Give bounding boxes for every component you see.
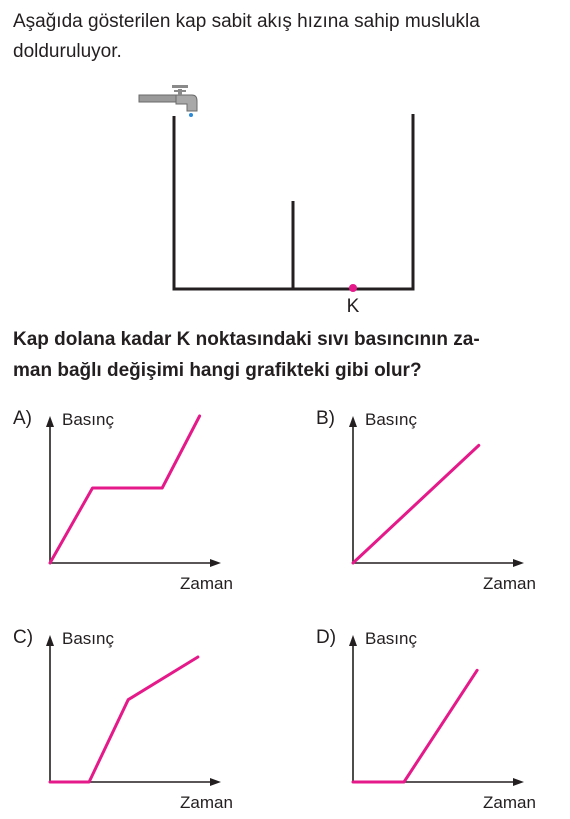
y-axis-arrow	[349, 416, 357, 427]
question-text	[13, 324, 563, 386]
faucet-icon	[139, 85, 197, 117]
y-axis-label: Basınç	[62, 629, 114, 648]
x-axis-arrow	[210, 559, 221, 567]
pressure-curve	[353, 445, 479, 563]
option-c[interactable]	[13, 627, 233, 812]
option-d[interactable]	[316, 627, 536, 812]
y-axis-arrow	[349, 635, 357, 646]
pressure-curve	[353, 670, 477, 782]
y-axis-label: Basınç	[62, 410, 114, 429]
pressure-curve	[50, 657, 198, 782]
intro-line-1: Aşağıda gösterilen kap sabit akış hızına sahip muslukla	[13, 11, 480, 32]
option-label: B)	[316, 408, 335, 429]
option-label: D)	[316, 627, 337, 648]
y-axis-arrow	[46, 416, 54, 427]
x-axis-label: Zaman	[180, 574, 233, 593]
y-axis-label: Basınç	[365, 629, 417, 648]
y-axis-label: Basınç	[365, 410, 417, 429]
question-line-2: man bağlı değişimi hangi grafikteki gibi olur?	[13, 360, 422, 381]
pressure-curve	[50, 416, 200, 563]
point-k-label: K	[346, 296, 360, 317]
question-line-1: Kap dolana kadar K noktasındaki sıvı basıncının za-	[13, 329, 480, 350]
intro-line-2: dolduruluyor.	[13, 41, 122, 62]
option-label: A)	[13, 408, 32, 429]
x-axis-label: Zaman	[483, 574, 536, 593]
container-vessel	[174, 114, 413, 289]
x-axis-label: Zaman	[180, 793, 233, 812]
point-k-marker	[349, 284, 357, 292]
x-axis-arrow	[513, 559, 524, 567]
x-axis-arrow	[513, 778, 524, 786]
y-axis-arrow	[46, 635, 54, 646]
option-a[interactable]	[13, 408, 233, 593]
option-b[interactable]	[316, 408, 536, 593]
x-axis-label: Zaman	[483, 793, 536, 812]
option-label: C)	[13, 627, 34, 648]
x-axis-arrow	[210, 778, 221, 786]
